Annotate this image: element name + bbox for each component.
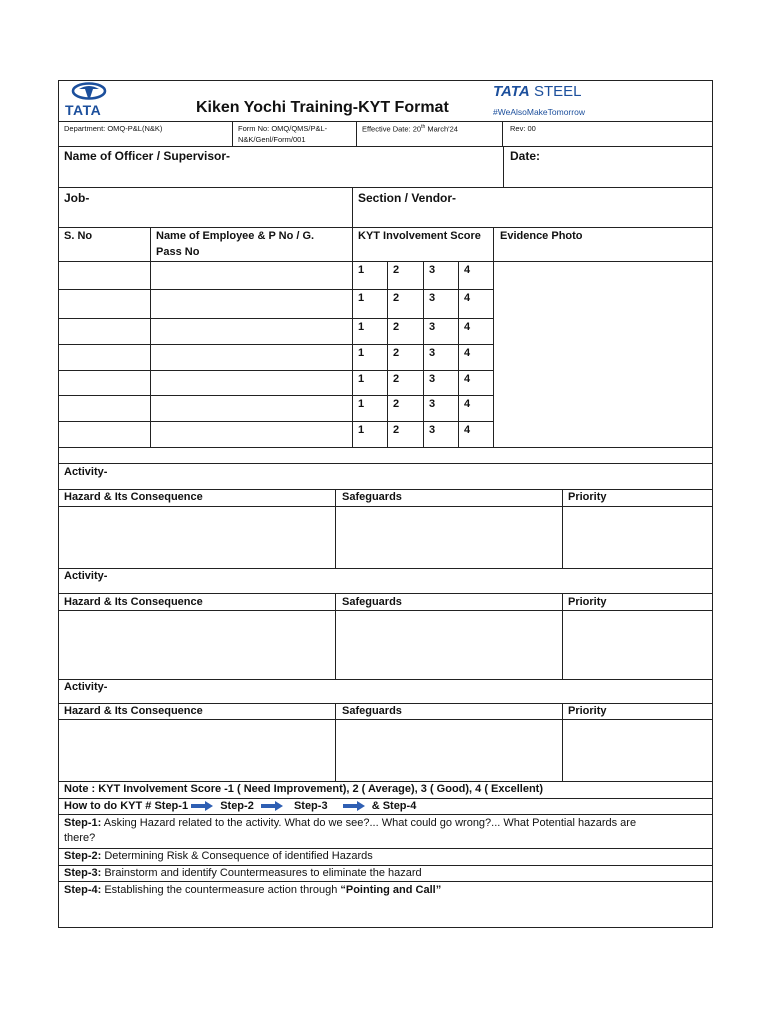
score-1-option[interactable]: 1	[358, 398, 365, 410]
priority-3-label: Priority	[568, 705, 607, 717]
col-score: KYT Involvement Score	[358, 230, 481, 242]
col-sno: S. No	[64, 230, 93, 242]
brand-steel: STEEL	[534, 83, 582, 100]
score-2-option[interactable]: 2	[393, 292, 400, 304]
safeguards-1-label: Safeguards	[342, 491, 402, 503]
rev: Rev: 00	[510, 124, 536, 133]
score-2-option[interactable]: 2	[393, 347, 400, 359]
brand-tata: TATA	[493, 83, 530, 100]
col-name-line2: Pass No	[156, 246, 200, 258]
score-1-option[interactable]: 1	[358, 347, 365, 359]
form-no-line2: N&K/Genl/Form/001	[238, 135, 306, 144]
department: Department: OMQ-P&L(N&K)	[64, 124, 163, 133]
step-2-text: Step-2: Determining Risk & Consequence of identified Hazards	[64, 850, 373, 862]
arrow-right-icon	[191, 801, 213, 811]
score-3-option[interactable]: 3	[429, 424, 436, 436]
brand-hashtag: #WeAlsoMakeTomorrow	[493, 107, 585, 117]
score-4-option[interactable]: 4	[464, 347, 471, 359]
hazard-3-label: Hazard & Its Consequence	[64, 705, 203, 717]
arrow-right-icon	[343, 801, 365, 811]
effective-date: Effective Date: 20th March'24	[362, 124, 458, 134]
score-2-option[interactable]: 2	[393, 424, 400, 436]
score-4-option[interactable]: 4	[464, 398, 471, 410]
score-2-option[interactable]: 2	[393, 321, 400, 333]
score-2-option[interactable]: 2	[393, 373, 400, 385]
score-3-option[interactable]: 3	[429, 398, 436, 410]
score-3-option[interactable]: 3	[429, 347, 436, 359]
score-4-option[interactable]: 4	[464, 292, 471, 304]
score-note: Note : KYT Involvement Score -1 ( Need Improvement), 2 ( Average), 3 ( Good), 4 ( Excellent)	[64, 783, 544, 795]
hazard-1-label: Hazard & Its Consequence	[64, 491, 203, 503]
score-3-option[interactable]: 3	[429, 264, 436, 276]
form-title: Kiken Yochi Training-KYT Format	[196, 99, 449, 116]
tata-logo	[64, 81, 114, 119]
date-label: Date:	[510, 149, 541, 163]
how-to-row: How to do KYT # Step-1 Step-2 Step-3 & Step-4	[64, 800, 417, 812]
step-1-text-line2: there?	[64, 832, 96, 844]
safeguards-3-label: Safeguards	[342, 705, 402, 717]
score-4-option[interactable]: 4	[464, 424, 471, 436]
score-3-option[interactable]: 3	[429, 292, 436, 304]
score-4-option[interactable]: 4	[464, 373, 471, 385]
kyt-form	[58, 80, 713, 928]
score-1-option[interactable]: 1	[358, 321, 365, 333]
step-1-text: Step-1: Asking Hazard related to the activity. What do we see?... What could go wrong?... What Potential hazards are	[64, 817, 637, 829]
hazard-2-label: Hazard & Its Consequence	[64, 596, 203, 608]
tata-logo-text: TATA	[65, 102, 102, 118]
form-no-line1: Form No: OMQ/QMS/P&L-	[238, 124, 328, 133]
step-4-text: Step-4: Establishing the countermeasure action through “Pointing and Call”	[64, 884, 442, 896]
priority-1-label: Priority	[568, 491, 607, 503]
section-label: Section / Vendor-	[358, 191, 457, 205]
score-4-option[interactable]: 4	[464, 264, 471, 276]
safeguards-2-label: Safeguards	[342, 596, 402, 608]
score-1-option[interactable]: 1	[358, 424, 365, 436]
activity-2-label: Activity-	[64, 570, 108, 582]
activity-1-label: Activity-	[64, 466, 108, 478]
tata-logo-icon	[71, 82, 107, 100]
activity-3-label: Activity-	[64, 681, 108, 693]
score-1-option[interactable]: 1	[358, 292, 365, 304]
score-1-option[interactable]: 1	[358, 373, 365, 385]
score-2-option[interactable]: 2	[393, 398, 400, 410]
priority-2-label: Priority	[568, 596, 607, 608]
tata-steel-brand	[493, 83, 613, 121]
score-2-option[interactable]: 2	[393, 264, 400, 276]
step-3-text: Step-3: Brainstorm and identify Countermeasures to eliminate the hazard	[64, 867, 422, 879]
score-1-option[interactable]: 1	[358, 264, 365, 276]
score-3-option[interactable]: 3	[429, 321, 436, 333]
score-3-option[interactable]: 3	[429, 373, 436, 385]
arrow-right-icon	[261, 801, 283, 811]
col-name-line1: Name of Employee & P No / G.	[156, 230, 315, 242]
col-photo: Evidence Photo	[500, 230, 583, 242]
officer-label: Name of Officer / Supervisor-	[64, 149, 231, 163]
job-label: Job-	[64, 191, 90, 205]
score-4-option[interactable]: 4	[464, 321, 471, 333]
